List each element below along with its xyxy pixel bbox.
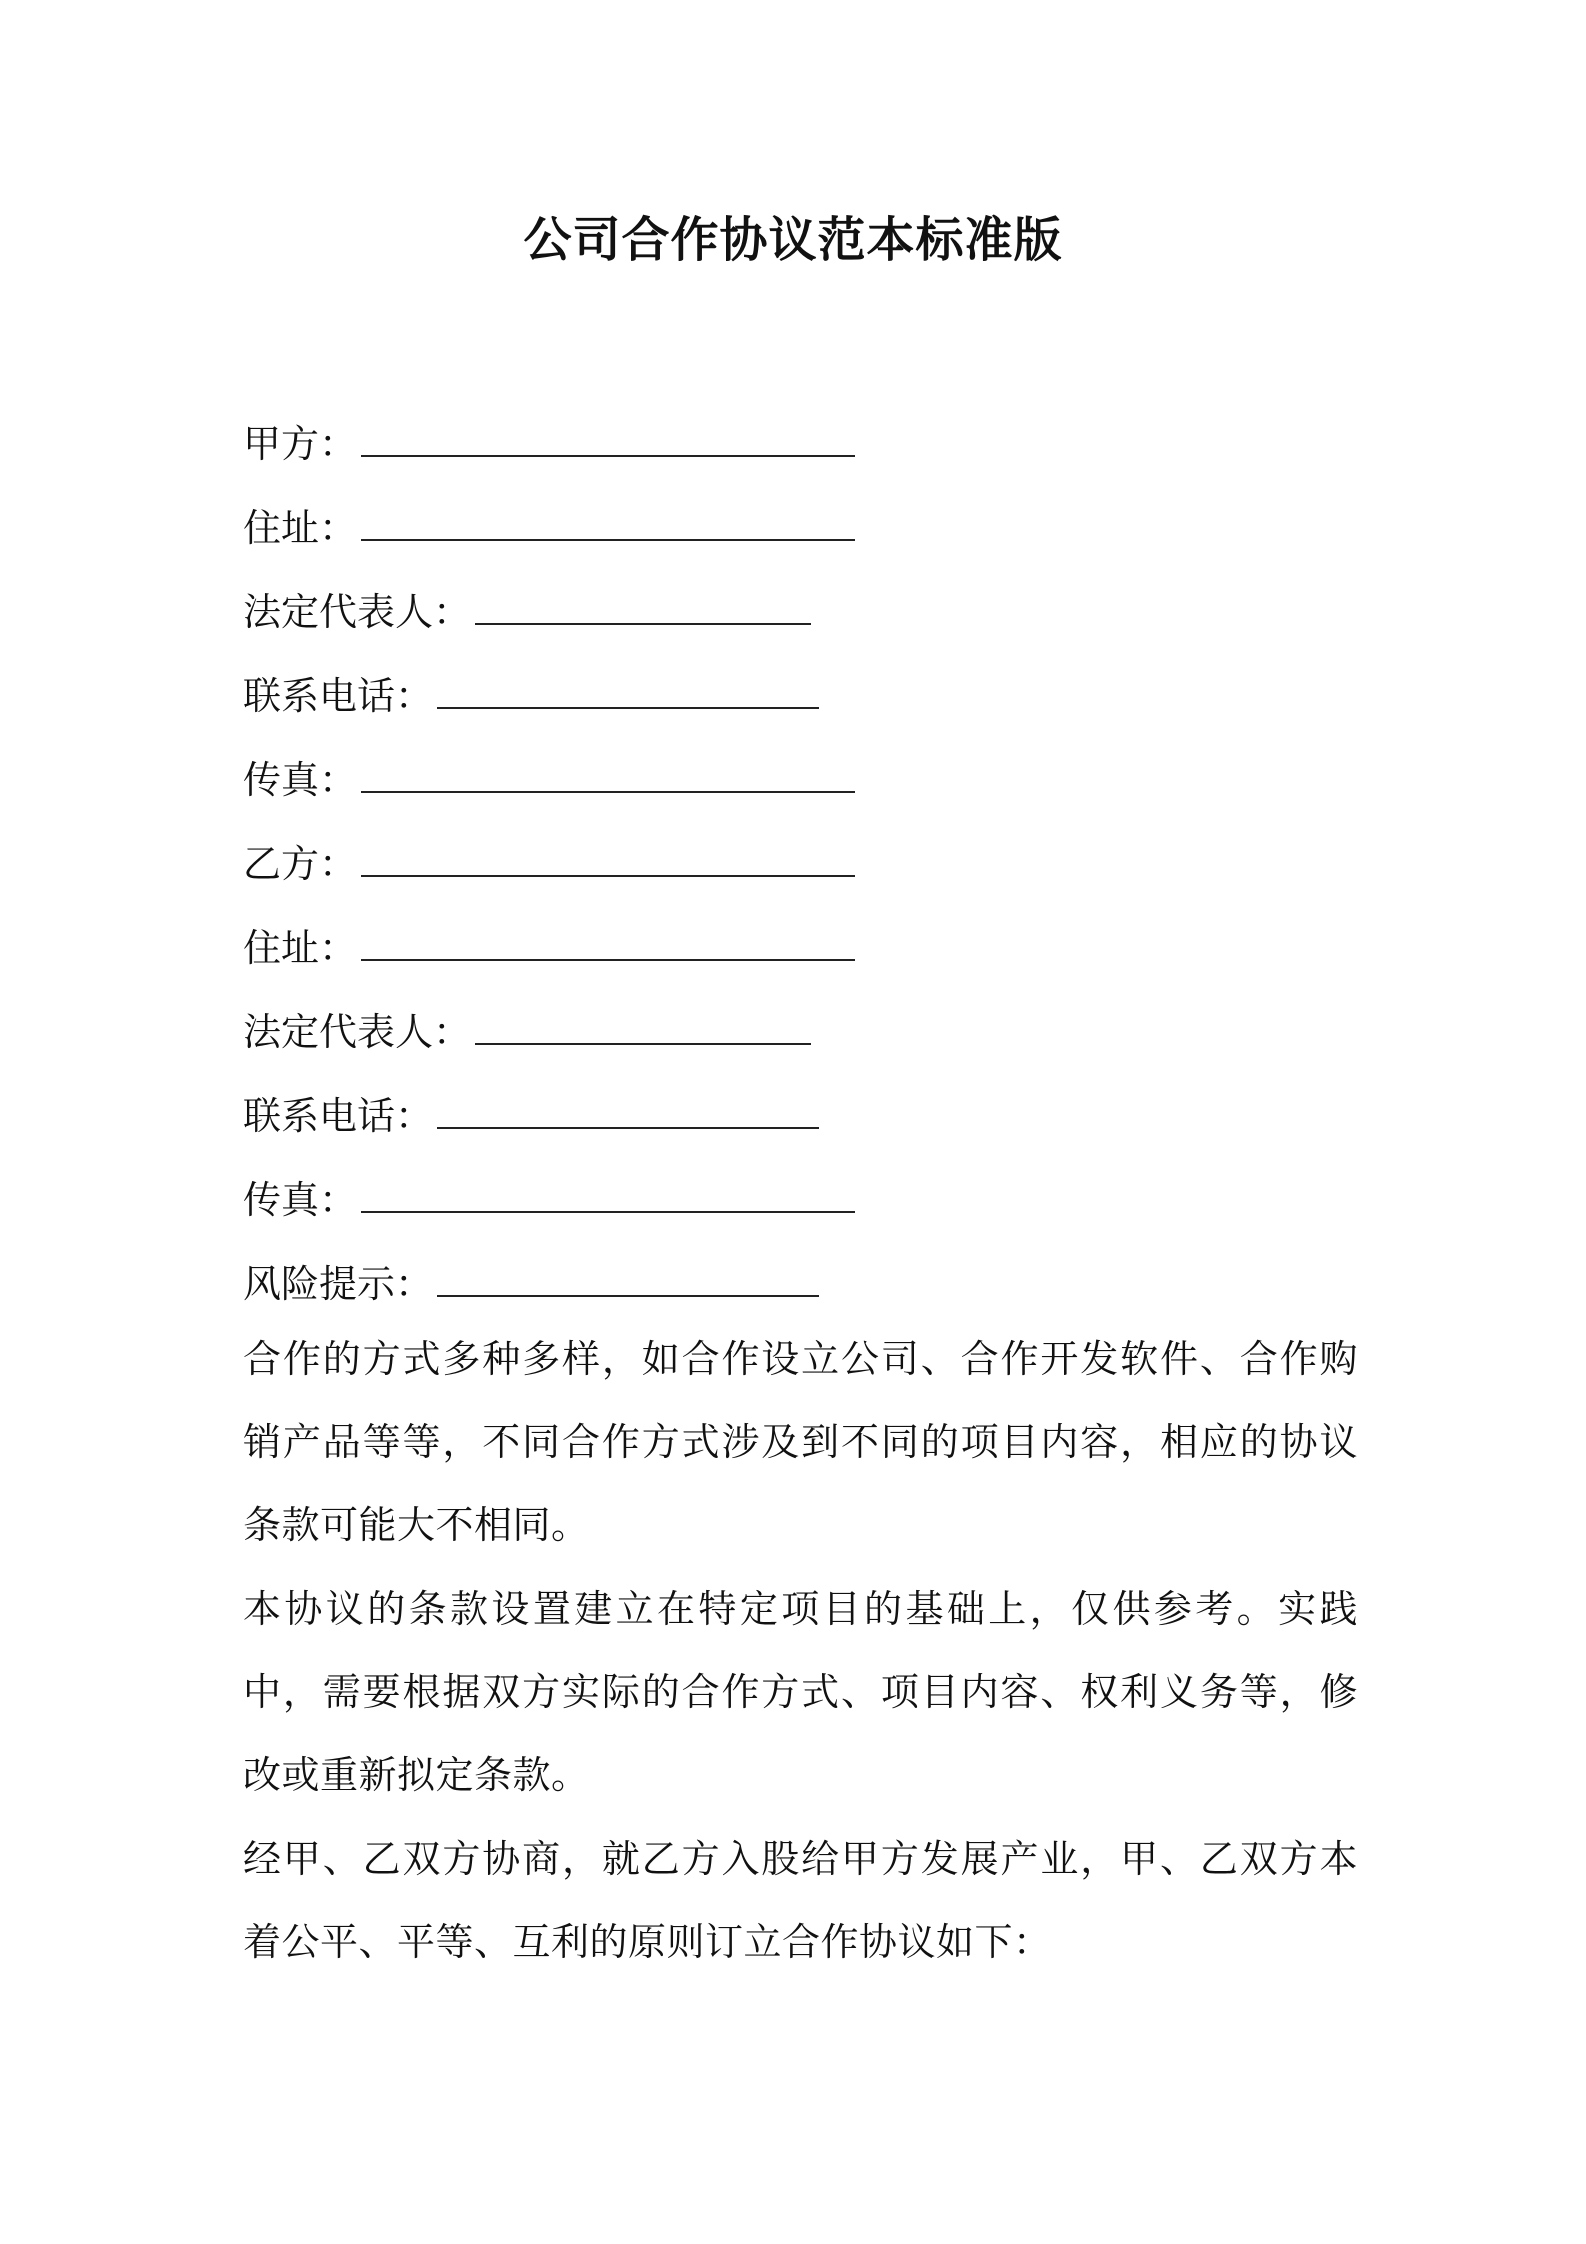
field-label: 传真： — [243, 1178, 358, 1222]
field-label: 风险提示： — [243, 1262, 434, 1306]
field-label: 住址： — [243, 506, 358, 550]
field-party-b — [243, 822, 1393, 906]
field-label: 乙方： — [243, 842, 358, 886]
field-label: 联系电话： — [243, 674, 434, 718]
field-label: 联系电话： — [243, 1094, 434, 1138]
party-info-fields — [243, 402, 1393, 1326]
blank-line — [361, 509, 855, 541]
blank-line — [361, 761, 855, 793]
blank-line — [361, 845, 855, 877]
field-label: 法定代表人： — [243, 1010, 472, 1054]
paragraph-agreement-intro: 经甲、乙双方协商，就乙方入股给甲方发展产业，甲、乙双方本着公平、平等、互利的原则订立合作协议如下： — [243, 1837, 1358, 1964]
field-party-b-phone — [243, 1074, 1393, 1158]
field-party-b-fax — [243, 1158, 1393, 1242]
field-party-a — [243, 402, 1393, 486]
field-label: 甲方： — [243, 422, 358, 466]
blank-line — [437, 677, 819, 709]
field-party-a-phone — [243, 654, 1393, 738]
paragraph-reference-note: 本协议的条款设置建立在特定项目的基础上，仅供参考。实践中，需要根据双方实际的合作方式、项目内容、权利义务等，修改或重新拟定条款。 — [243, 1587, 1358, 1797]
paragraph-cooperation-methods: 合作的方式多种多样，如合作设立公司、合作开发软件、合作购销产品等等，不同合作方式涉及到不同的项目内容，相应的协议条款可能大不相同。 — [243, 1337, 1358, 1547]
blank-line — [475, 593, 811, 625]
field-party-a-legal-rep — [243, 570, 1393, 654]
blank-line — [437, 1265, 819, 1297]
field-label: 住址： — [243, 926, 358, 970]
field-label: 法定代表人： — [243, 590, 472, 634]
blank-line — [361, 929, 855, 961]
field-party-a-fax — [243, 738, 1393, 822]
field-party-b-address — [243, 906, 1393, 990]
blank-line — [361, 425, 855, 457]
blank-line — [437, 1097, 819, 1129]
field-party-b-legal-rep — [243, 990, 1393, 1074]
body-paragraphs — [243, 1318, 1358, 1985]
field-party-a-address — [243, 486, 1393, 570]
blank-line — [475, 1013, 811, 1045]
document-title: 公司合作协议范本标准版 — [523, 212, 1063, 268]
blank-line — [361, 1181, 855, 1213]
field-risk-notice — [243, 1242, 1393, 1326]
field-label: 传真： — [243, 758, 358, 802]
